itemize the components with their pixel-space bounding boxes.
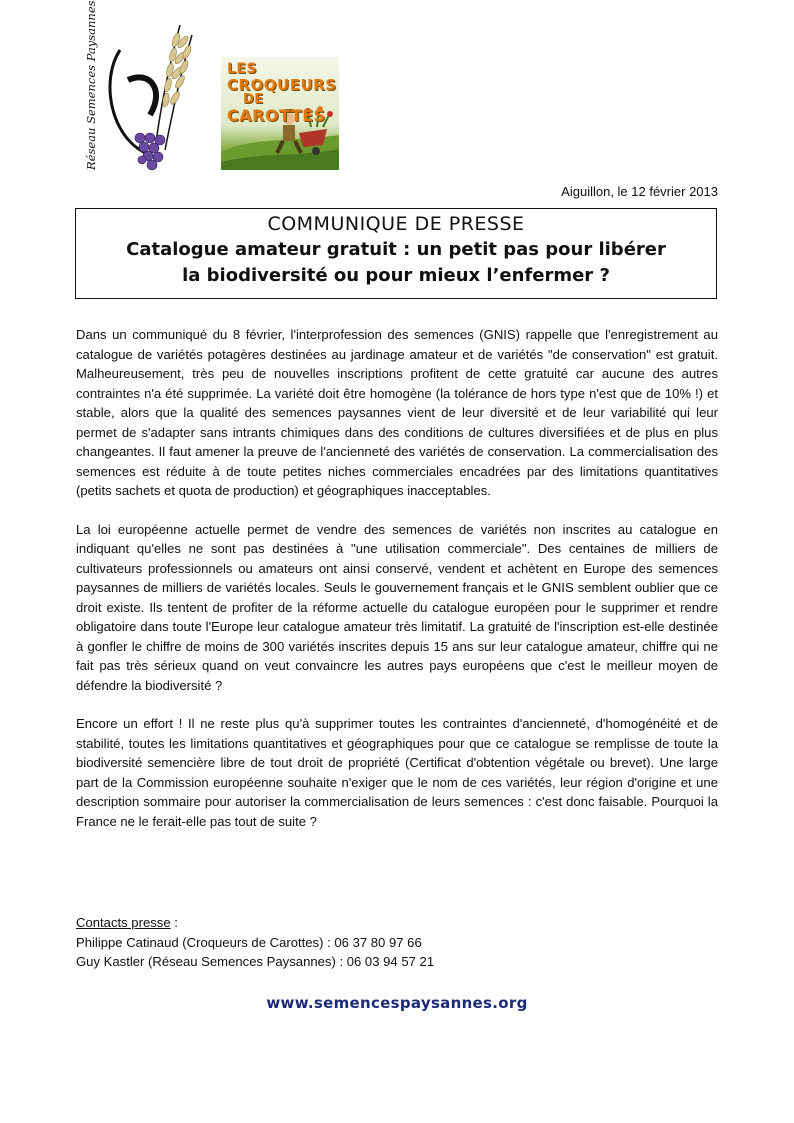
dateline: Aiguillon, le 12 février 2013 [561,184,718,199]
cdc-logo-line: CROQUEURS [227,76,337,94]
press-release-headline: Catalogue amateur gratuit : un petit pas pour libérer la biodiversité ou pour mieux l’enfermer ? [126,239,666,286]
croqueurs-de-carottes-logo [221,57,339,170]
website-link[interactable]: www.semencespaysannes.org [266,994,528,1012]
cdc-logo-line: DE [243,92,264,107]
cdc-logo-line: CAROTTES [227,106,326,125]
rsp-logo-lettering: Réseau Semences Paysannes [84,0,98,170]
contacts-heading-line [76,913,718,933]
contact-line: Guy Kastler (Réseau Semences Paysannes) : 06 03 94 57 21 [76,954,435,969]
contacts-heading: Contacts presse [76,915,171,930]
press-release-kicker: COMMUNIQUE DE PRESSE [267,213,525,235]
press-contacts [76,913,718,972]
contacts-heading-suffix: : [170,915,178,930]
title-box [75,208,717,299]
body-paragraph: Encore un effort ! Il ne reste plus qu'à supprimer toutes les contraintes d'ancienneté, d'homogénéité et de stabilité, toutes les limitations quantitatives et géographiques pour que ce catalogue se remplisse de toute la biodiversité semencière libre de tout droit de propriété (Certificat d'obtention végétale ou brevet). Une large part de la Commission européenne souhaite n'exiger que le nom de ces variétés, leur région d'origine et une description sommaire pour autoriser la commercialisation de leurs semences : c'est donc faisable. Pourquoi la France ne le ferait-elle pas tout de suite ? [76,716,718,829]
body-text [76,325,718,850]
contact-line: Philippe Catinaud (Croqueurs de Carottes) : 06 37 80 97 66 [76,934,422,950]
cdc-logo-line: LES [227,61,258,77]
reseau-semences-paysannes-logo [80,0,195,180]
body-paragraph: La loi européenne actuelle permet de vendre des semences de variétés non inscrites au catalogue en indiquant qu'elles ne sont pas destinées à "une utilisation commerciale". Des centaines de milliers de cultivateurs professionnels ou amateurs ont ainsi conservé, vendent et achètent en Europe des semences paysannes de milliers de variétés locales. Seuls le gouvernement français et le GNIS semblent oublier que ce droit existe. Ils tentent de profiter de la réforme actuelle du catalogue européen pour le supprimer et rendre obligatoire dans toute l'Europe leur catalogue amateur très limitatif. La gratuité de l'inscription est-elle destinée à gonfler le chiffre de moins de 300 variétés inscrites depuis 15 ans sur leur catalogue amateur, chiffre qui ne fait pas très sérieux quand on veut convaincre les autres pays européens que c'est le meilleur moyen de défendre la biodiversité ? [76,521,718,693]
body-paragraph: Dans un communiqué du 8 février, l'interprofession des semences (GNIS) rappelle que l'enregistrement au catalogue de variétés potagères destinées au jardinage amateur et de variétés "de conservation" est gratuit. Malheureusement, très peu de nouvelles inscriptions profitent de cette gratuité car aucune des autres contraintes n'a été supprimée. La variété doit être homogène (la tolérance de hors type n'est que de 10% !) et stable, alors que la qualité des semences paysannes vient de leur diversité et de leur variabilité qui leur permet de s'adapter sans intrants chimiques dans des conditions de cultures diversifiées et de plus en plus changeantes. Il faut amener la preuve de l'ancienneté des variétés de conservation. La commercialisation des semences est réduite à de toute petites niches commerciales encadrées par des limitations quantitatives (petits sachets et quota de production) et géographiques inacceptables. [76,327,718,498]
